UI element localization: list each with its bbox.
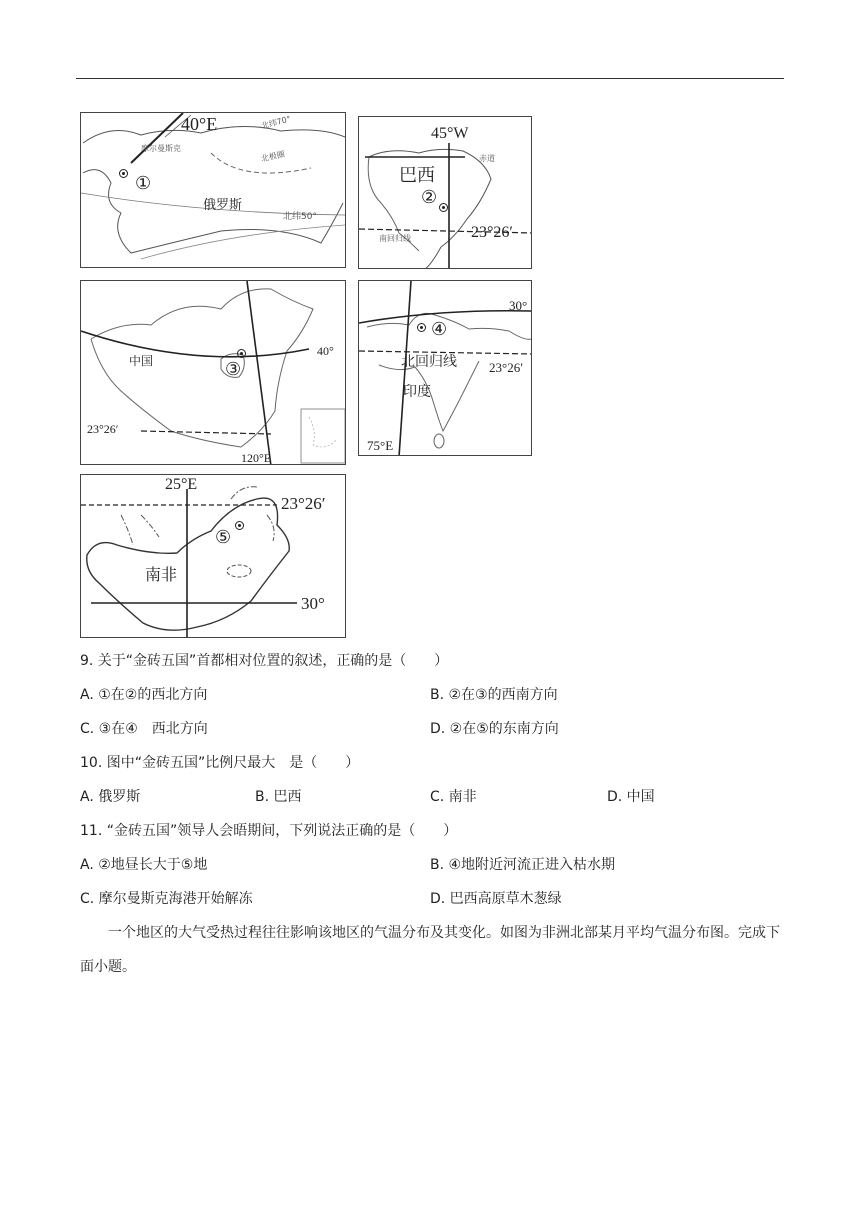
question-10-option-b[interactable]: B. 巴西 [255, 789, 302, 805]
map-brazil [358, 116, 532, 269]
question-9-option-c[interactable]: C. ③在④ 西北方向 [80, 721, 208, 737]
russia-city-label: 摩尔曼斯克 [141, 144, 181, 153]
russia-lat50-label: 北纬50° [283, 212, 317, 222]
question-11-option-b[interactable]: B. ④地附近河流正进入枯水期 [430, 857, 616, 873]
south-africa-capital-marker [235, 521, 244, 530]
russia-number-label: ① [135, 173, 152, 194]
map-russia [80, 112, 346, 268]
brazil-meridian-label: 45°W [431, 125, 469, 142]
header-rule [76, 78, 784, 79]
india-capital-marker [417, 323, 426, 332]
india-country-label: 印度 [403, 384, 431, 400]
brazil-tropic-degree: 23°26′ [471, 224, 513, 241]
question-11-option-d[interactable]: D. 巴西高原草木葱绿 [430, 891, 562, 907]
russia-meridian-label: 40°E [181, 114, 218, 134]
south-africa-lat30-label: 30° [301, 594, 325, 613]
question-9-option-b[interactable]: B. ②在③的西南方向 [430, 687, 558, 703]
russia-map-drawing [81, 113, 346, 268]
china-country-label: 中国 [129, 354, 154, 368]
brazil-tropic-label: 南回归线 [379, 234, 411, 243]
brazil-number-label: ② [421, 187, 438, 208]
russia-capital-marker [119, 169, 128, 178]
map-south-africa [80, 474, 346, 638]
russia-country-label: 俄罗斯 [203, 198, 243, 213]
russia-arctic-label: 北极圈 [260, 149, 286, 164]
question-10-option-d[interactable]: D. 中国 [607, 789, 655, 805]
china-map-drawing [81, 281, 346, 465]
question-9-option-d[interactable]: D. ②在⑤的东南方向 [430, 721, 559, 737]
question-9-option-a[interactable]: A. ①在②的西北方向 [80, 687, 208, 703]
south-africa-number-label: ⑤ [215, 527, 232, 548]
south-africa-country-label: 南非 [145, 565, 178, 584]
brazil-equator-label: 赤道 [479, 154, 495, 163]
question-10-option-c[interactable]: C. 南非 [430, 789, 477, 805]
india-number-label: ④ [431, 319, 448, 340]
china-meridian-label: 120°E [241, 451, 272, 465]
question-9-stem: 9. 关于“金砖五国”首都相对位置的叙述，正确的是（ ） [80, 653, 449, 669]
question-10-option-a[interactable]: A. 俄罗斯 [80, 789, 141, 805]
india-meridian-label: 75°E [367, 438, 394, 453]
china-capital-marker [237, 349, 246, 358]
map-china [80, 280, 346, 465]
china-lat40-label: 40° [317, 344, 334, 358]
brazil-capital-marker [439, 203, 448, 212]
question-11-option-c[interactable]: C. 摩尔曼斯克海港开始解冻 [80, 891, 253, 907]
south-africa-tropic-degree: 23°26′ [281, 494, 326, 513]
india-tropic-degree: 23°26′ [489, 360, 524, 375]
russia-lat70-label: 北纬70° [260, 114, 292, 131]
question-11-stem: 11. “金砖五国”领导人会晤期间，下列说法正确的是（ ） [80, 823, 458, 839]
china-tropic-degree: 23°26′ [87, 422, 119, 436]
question-11-option-a[interactable]: A. ②地昼长大于⑤地 [80, 857, 208, 873]
south-africa-meridian-label: 25°E [165, 476, 198, 493]
brazil-country-label: 巴西 [399, 165, 435, 186]
question-10-stem: 10. 图中“金砖五国”比例尺最大 是（ ） [80, 755, 360, 771]
india-tropic-label: 北回归线 [401, 354, 457, 370]
map-india [358, 280, 532, 456]
india-lat30-label: 30° [509, 298, 528, 313]
passage-text: 一个地区的大气受热过程往往影响该地区的气温分布及其变化。如图为非洲北部某月平均气温分布图。完成下面小题。 [80, 925, 780, 975]
china-number-label: ③ [225, 359, 242, 380]
